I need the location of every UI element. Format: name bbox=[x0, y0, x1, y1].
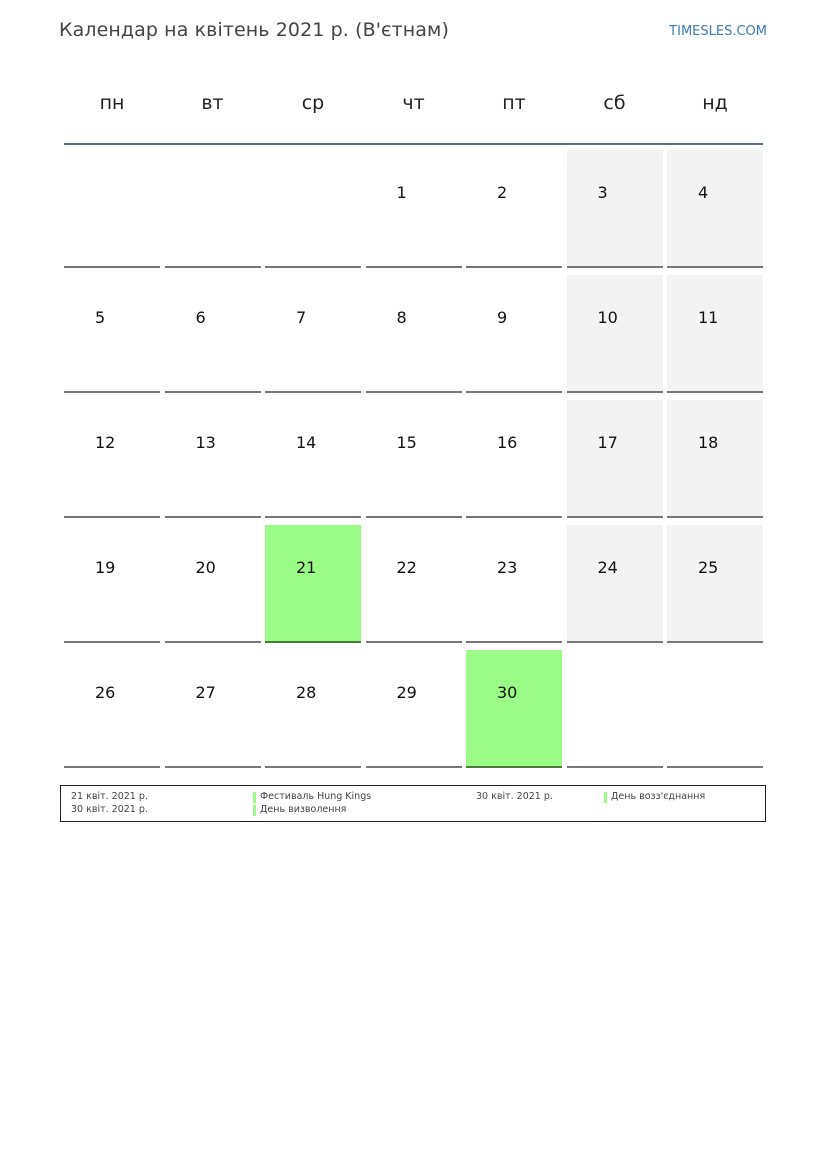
day-cell bbox=[64, 400, 160, 518]
day-number: 8 bbox=[396, 308, 407, 327]
day-cell bbox=[366, 400, 462, 518]
day-number: 6 bbox=[195, 308, 206, 327]
day-number: 17 bbox=[597, 433, 618, 452]
day-cell bbox=[667, 525, 763, 643]
day-cell bbox=[466, 400, 562, 518]
day-cell bbox=[466, 275, 562, 393]
day-number: 3 bbox=[597, 183, 608, 202]
holiday-legend bbox=[60, 785, 766, 822]
day-cell bbox=[265, 400, 361, 518]
legend-color-mark bbox=[604, 792, 607, 803]
day-number: 4 bbox=[698, 183, 709, 202]
day-number: 9 bbox=[497, 308, 508, 327]
empty-day-cell bbox=[265, 150, 361, 268]
day-cell bbox=[165, 275, 261, 393]
day-number: 7 bbox=[296, 308, 307, 327]
day-number: 29 bbox=[396, 683, 417, 702]
legend-color-mark bbox=[253, 805, 256, 816]
day-number: 26 bbox=[95, 683, 116, 702]
day-cell bbox=[265, 275, 361, 393]
day-cell bbox=[366, 525, 462, 643]
day-number: 11 bbox=[698, 308, 719, 327]
day-cell bbox=[265, 525, 361, 643]
day-cell bbox=[567, 275, 663, 393]
day-cell bbox=[366, 650, 462, 768]
day-number: 12 bbox=[95, 433, 116, 452]
day-cell bbox=[366, 150, 462, 268]
day-number: 5 bbox=[95, 308, 106, 327]
day-number: 27 bbox=[195, 683, 216, 702]
day-number: 28 bbox=[296, 683, 317, 702]
day-number: 25 bbox=[698, 558, 719, 577]
empty-day-cell bbox=[165, 150, 261, 268]
day-number: 1 bbox=[396, 183, 407, 202]
legend-holiday-name: День возз'єднання bbox=[611, 791, 706, 802]
weekday-header bbox=[64, 80, 763, 145]
weekday-tue: вт bbox=[201, 92, 224, 114]
day-cell bbox=[466, 650, 562, 768]
weekday-wed: ср bbox=[301, 92, 325, 114]
day-cell bbox=[366, 275, 462, 393]
day-number: 22 bbox=[396, 558, 417, 577]
day-number: 19 bbox=[95, 558, 116, 577]
day-cell bbox=[466, 150, 562, 268]
day-number: 10 bbox=[597, 308, 618, 327]
day-number: 20 bbox=[195, 558, 216, 577]
legend-date: 30 квіт. 2021 р. bbox=[476, 791, 553, 802]
day-cell bbox=[667, 400, 763, 518]
day-number: 15 bbox=[396, 433, 417, 452]
day-number: 13 bbox=[195, 433, 216, 452]
empty-day-cell bbox=[667, 650, 763, 768]
day-number: 16 bbox=[497, 433, 518, 452]
day-cell bbox=[567, 525, 663, 643]
legend-holiday-name: Фестиваль Hung Kings bbox=[260, 791, 372, 802]
day-cell bbox=[165, 650, 261, 768]
day-cell bbox=[567, 400, 663, 518]
day-number: 2 bbox=[497, 183, 508, 202]
day-cell bbox=[165, 525, 261, 643]
legend-color-mark bbox=[253, 792, 256, 803]
weekday-sat: сб bbox=[603, 92, 626, 114]
day-number: 14 bbox=[296, 433, 317, 452]
empty-day-cell bbox=[64, 150, 160, 268]
legend-date: 21 квіт. 2021 р. bbox=[71, 791, 148, 802]
weekday-mon: пн bbox=[99, 92, 125, 114]
day-cell bbox=[64, 275, 160, 393]
weekday-fri: пт bbox=[502, 92, 526, 114]
day-number: 23 bbox=[497, 558, 518, 577]
empty-day-cell bbox=[567, 650, 663, 768]
day-number: 18 bbox=[698, 433, 719, 452]
page-title: Календар на квітень 2021 р. (В'єтнам) bbox=[59, 19, 449, 41]
day-cell bbox=[64, 650, 160, 768]
day-cell bbox=[64, 525, 160, 643]
day-cell bbox=[466, 525, 562, 643]
legend-date: 30 квіт. 2021 р. bbox=[71, 804, 148, 815]
day-number: 21 bbox=[296, 558, 317, 577]
day-number: 24 bbox=[597, 558, 618, 577]
day-cell bbox=[265, 650, 361, 768]
day-cell bbox=[667, 150, 763, 268]
day-cell bbox=[567, 150, 663, 268]
day-cell bbox=[667, 275, 763, 393]
day-number: 30 bbox=[497, 683, 518, 702]
weekday-thu: чт bbox=[402, 92, 425, 114]
legend-holiday-name: День визволення bbox=[260, 804, 347, 815]
weekday-sun: нд bbox=[702, 92, 728, 114]
day-cell bbox=[165, 400, 261, 518]
site-link[interactable]: TIMESLES.COM bbox=[669, 24, 767, 39]
